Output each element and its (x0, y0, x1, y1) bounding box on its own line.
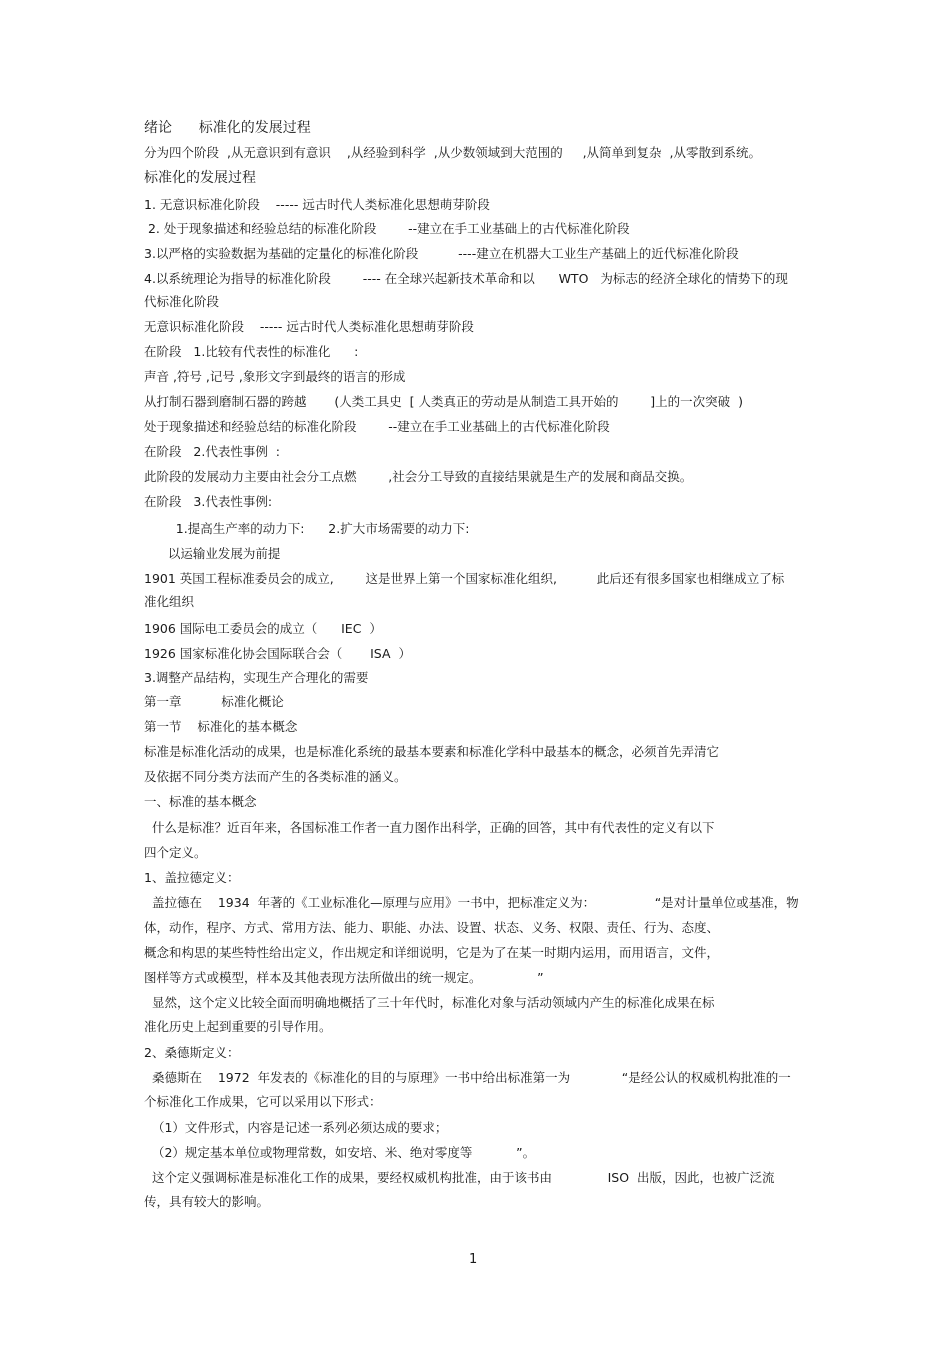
list-item-stage-2: 2. 处于现象描述和经验总结的标准化阶段 --建立在手工业基础上的古代标准化阶段 (144, 221, 630, 236)
paragraph-line: 准化历史上起到重要的引导作用。 (144, 1019, 332, 1034)
section-title: 第一节 标准化的基本概念 (144, 719, 298, 734)
list-item-stage-4: 4.以系统理论为指导的标准化阶段 ---- 在全球兴起新技术革命和以 WTO 为标志的经济全球化的情势下的现 (144, 271, 788, 286)
paragraph-line: 体，动作，程序、方式、常用方法、能力、职能、办法、设置、状态、义务、权限、责任、行为、态度、 (144, 920, 720, 935)
paragraph-line: （2）规定基本单位或物理常数，如安培、米、绝对零度等 ”。 (144, 1145, 536, 1160)
paragraph-line: 盖拉德在 1934 年著的《工业标准化—原理与应用》一书中，把标准定义为： “是对计量单位或基准，物 (144, 895, 799, 910)
paragraph-line: 1.提高生产率的动力下: 2.扩大市场需要的动力下: (144, 521, 470, 536)
paragraph-line: 概念和构思的某些特性给出定义，作出规定和详细说明，它是为了在某一时期内运用，而用语言，文件， (144, 945, 720, 960)
paragraph-line: 桑德斯在 1972 年发表的《标准化的目的与原理》一书中给出标准第一为 “是经公认的权威机构批准的一 (144, 1070, 791, 1085)
paragraph-line: 个标准化工作成果，它可以采用以下形式： (144, 1094, 382, 1109)
paragraph-line: 在阶段 2.代表性事例 : (144, 444, 281, 459)
list-item-stage-1: 1. 无意识标准化阶段 ----- 远古时代人类标准化思想萌芽阶段 (144, 197, 490, 212)
paragraph-line: 处于现象描述和经验总结的标准化阶段 --建立在手工业基础上的古代标准化阶段 (144, 419, 610, 434)
paragraph-line: 这个定义强调标准是标准化工作的成果，要经权威机构批准，由于该书由 ISO 出版，因此，也被广泛流 (144, 1170, 775, 1185)
paragraph-line: 无意识标准化阶段 ----- 远古时代人类标准化思想萌芽阶段 (144, 319, 474, 334)
definition-heading: 2、桑德斯定义： (144, 1045, 240, 1060)
paragraph-line: 及依据不同分类方法而产生的各类标准的涵义。 (144, 769, 407, 784)
paragraph-line: 四个定义。 (144, 845, 207, 860)
paragraph-line: （1）文件形式，内容是记述一系列必须达成的要求； (144, 1120, 448, 1135)
paragraph-line: 此阶段的发展动力主要由社会分工点燃 ,社会分工导致的直接结果就是生产的发展和商品交换。 (144, 469, 693, 484)
paragraph-line: 准化组织 (144, 594, 195, 609)
paragraph-line: 什么是标准？近百年来，各国标准工作者一直力图作出科学，正确的回答，其中有代表性的定义有以下 (144, 820, 715, 835)
page-number: 1 (469, 1252, 478, 1267)
heading-development: 标准化的发展过程 (144, 170, 256, 186)
subsection-title: 一、标准的基本概念 (144, 794, 257, 809)
paragraph-line: 1901 英国工程标准委员会的成立, 这是世界上第一个国家标准化组织, 此后还有很多国家也相继成立了标 (144, 571, 785, 586)
paragraph-line: 3.调整产品结构，实现生产合理化的需要 (144, 670, 369, 685)
paragraph-line: 代标准化阶段 (144, 294, 220, 309)
list-item-stage-3: 3.以严格的实验数据为基础的定量化的标准化阶段 ----建立在机器大工业生产基础上的近代标准化阶段 (144, 246, 739, 261)
paragraph-line: 图样等方式或模型，样本及其他表现方法所做出的统一规定。 ” (144, 970, 544, 985)
paragraph-line: 在阶段 3.代表性事例: (144, 494, 273, 509)
heading-intro: 绪论 标准化的发展过程 (144, 120, 311, 136)
paragraph-line: 从打制石器到磨制石器的跨越 (人类工具史 [ 人类真正的劳动是从制造工具开始的 ]上的一次突破 ) (144, 394, 743, 409)
paragraph-line: 分为四个阶段 ,从无意识到有意识 ,从经验到科学 ,从少数领域到大范围的 ,从简单到复杂 ,从零散到系统。 (144, 145, 761, 160)
paragraph-line: 在阶段 1.比较有代表性的标准化 : (144, 344, 359, 359)
paragraph-line: 以运输业发展为前提 (144, 546, 281, 561)
chapter-title: 第一章 标准化概论 (144, 694, 284, 709)
paragraph-line: 声音 ,符号 ,记号 ,象形文字到最终的语言的形成 (144, 369, 406, 384)
paragraph-line: 标准是标准化活动的成果，也是标准化系统的最基本要素和标准化学科中最基本的概念，必须首先弄清它 (144, 744, 720, 759)
paragraph-line: 1906 国际电工委员会的成立（ IEC ） (144, 621, 382, 636)
definition-heading: 1、盖拉德定义： (144, 870, 240, 885)
paragraph-line: 1926 国家标准化协会国际联合会（ ISA ） (144, 646, 411, 661)
paragraph-line: 显然，这个定义比较全面而明确地概括了三十年代时，标准化对象与活动领域内产生的标准化成果在标 (144, 995, 715, 1010)
paragraph-line: 传，具有较大的影响。 (144, 1194, 270, 1209)
